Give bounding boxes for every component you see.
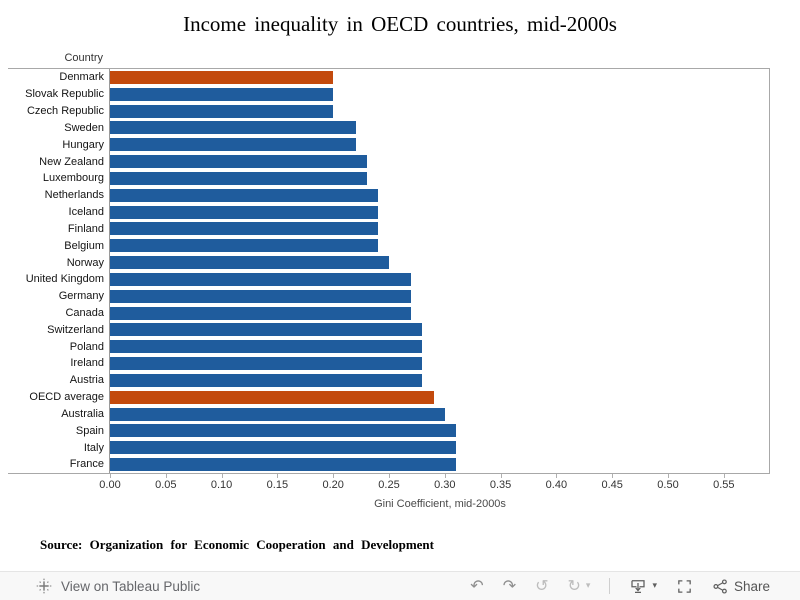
- bar-track: [109, 389, 769, 406]
- bar-track: [109, 237, 769, 254]
- x-tick-label: 0.25: [378, 479, 400, 491]
- x-tick-mark: [166, 474, 167, 478]
- x-tick-mark: [668, 474, 669, 478]
- refresh-icon: ↻: [567, 576, 581, 595]
- undo-icon: ↶: [470, 576, 484, 595]
- bar-ireland[interactable]: [110, 357, 422, 370]
- bar-track: [109, 204, 769, 221]
- chart-row: [8, 271, 769, 288]
- x-tick-label: 0.00: [99, 479, 121, 491]
- chart-row: [8, 422, 769, 439]
- redo-button[interactable]: [503, 578, 516, 594]
- x-tick-label: 0.40: [545, 479, 568, 491]
- bar-track: [109, 321, 769, 338]
- refresh-button[interactable]: [568, 578, 591, 594]
- tableau-toolbar: [0, 571, 800, 600]
- row-label-poland: Poland: [69, 340, 104, 353]
- tableau-logo-icon: [36, 578, 52, 594]
- bar-track: [109, 220, 769, 237]
- replay-button[interactable]: [535, 578, 548, 594]
- x-tick-label: 0.30: [434, 479, 456, 491]
- row-label-germany: Germany: [58, 290, 104, 303]
- x-tick-mark: [389, 474, 390, 478]
- x-tick-mark: [445, 474, 446, 478]
- bar-track: [109, 69, 769, 86]
- replay-icon: ↺: [535, 576, 549, 595]
- bar-switzerland[interactable]: [110, 323, 422, 336]
- chart-row: [8, 204, 769, 221]
- bar-iceland[interactable]: [110, 206, 378, 219]
- chart-row: [8, 69, 769, 86]
- toolbar-separator: [609, 578, 610, 594]
- bar-italy[interactable]: [110, 441, 456, 454]
- bar-belgium[interactable]: [110, 239, 378, 252]
- x-tick-mark: [110, 474, 111, 478]
- chart-row: [8, 136, 769, 153]
- download-button[interactable]: [629, 577, 657, 595]
- chart-row: [8, 439, 769, 456]
- bar-track: [109, 153, 769, 170]
- x-tick-mark: [277, 474, 278, 478]
- refresh-caret-icon: ▾: [585, 580, 591, 591]
- row-label-belgium: Belgium: [64, 239, 104, 252]
- bar-track: [109, 422, 769, 439]
- row-label-ireland: Ireland: [70, 357, 104, 370]
- bar-track: [109, 170, 769, 187]
- bar-spain[interactable]: [110, 424, 456, 437]
- x-tick-label: 0.05: [155, 479, 177, 491]
- bar-oecd-average[interactable]: [110, 391, 434, 404]
- bar-norway[interactable]: [110, 256, 389, 269]
- bar-track: [109, 187, 769, 204]
- bar-finland[interactable]: [110, 222, 378, 235]
- chart-row: [8, 355, 769, 372]
- x-tick-mark: [501, 474, 502, 478]
- x-tick-label: 0.20: [322, 479, 344, 491]
- bar-track: [109, 288, 769, 305]
- bar-hungary[interactable]: [110, 138, 356, 151]
- bar-sweden[interactable]: [110, 121, 356, 134]
- share-label: Share: [733, 578, 770, 594]
- chart-row: [8, 237, 769, 254]
- row-label-czech-republic: Czech Republic: [26, 105, 104, 118]
- chart-row: [8, 389, 769, 406]
- row-label-new-zealand: New Zealand: [39, 155, 104, 168]
- chart-row: [8, 254, 769, 271]
- undo-button[interactable]: [470, 578, 483, 594]
- bar-track: [109, 338, 769, 355]
- bar-track: [109, 305, 769, 322]
- row-label-slovak-republic: Slovak Republic: [25, 88, 104, 101]
- chart-row: [8, 406, 769, 423]
- bar-netherlands[interactable]: [110, 189, 378, 202]
- redo-icon: ↷: [502, 576, 517, 595]
- bar-track: [109, 103, 769, 120]
- x-tick-mark: [222, 474, 223, 478]
- x-tick-mark: [724, 474, 725, 478]
- row-label-netherlands: Netherlands: [44, 189, 104, 202]
- chart-row: [8, 305, 769, 322]
- x-tick-label: 0.50: [657, 479, 679, 491]
- chart-title: Income inequality in OECD countries, mid-2000s: [183, 12, 617, 36]
- row-label-luxembourg: Luxembourg: [42, 172, 104, 185]
- bar-track: [109, 136, 769, 153]
- bar-luxembourg[interactable]: [110, 172, 367, 185]
- bar-track: [109, 86, 769, 103]
- bar-new-zealand[interactable]: [110, 155, 367, 168]
- row-label-denmark: Denmark: [59, 71, 104, 84]
- chart-row: [8, 338, 769, 355]
- chart-row: [8, 153, 769, 170]
- bar-track: [109, 439, 769, 456]
- bar-poland[interactable]: [110, 340, 422, 353]
- row-label-iceland: Iceland: [68, 206, 104, 219]
- bar-germany[interactable]: [110, 290, 411, 303]
- chart-row: [8, 456, 769, 473]
- x-tick-label: 0.15: [266, 479, 289, 491]
- row-label-norway: Norway: [66, 256, 104, 269]
- view-on-tableau-label: View on Tableau Public: [61, 578, 201, 594]
- row-label-hungary: Hungary: [62, 138, 104, 151]
- x-axis-title: Gini Coefficient, mid-2000s: [374, 498, 506, 510]
- bar-track: [109, 406, 769, 423]
- chart-row: [8, 170, 769, 187]
- view-on-tableau-link[interactable]: [36, 578, 200, 594]
- bar-austria[interactable]: [110, 374, 422, 387]
- x-axis: [99, 474, 770, 494]
- row-label-sweden: Sweden: [64, 121, 104, 134]
- bar-canada[interactable]: [110, 307, 411, 320]
- bar-track: [109, 119, 769, 136]
- row-label-austria: Austria: [69, 374, 104, 387]
- bar-track: [109, 355, 769, 372]
- fullscreen-button[interactable]: [676, 578, 693, 595]
- bar-track: [109, 456, 769, 473]
- row-label-australia: Australia: [61, 407, 104, 420]
- x-tick-mark: [333, 474, 334, 478]
- row-label-switzerland: Switzerland: [47, 323, 104, 336]
- bar-denmark[interactable]: [110, 71, 333, 84]
- chart-row: [8, 119, 769, 136]
- row-label-italy: Italy: [83, 441, 104, 454]
- share-icon: [712, 578, 729, 595]
- bar-track: [109, 254, 769, 271]
- row-label-united-kingdom: United Kingdom: [25, 273, 104, 286]
- share-button[interactable]: [712, 578, 770, 595]
- chart-row: [8, 220, 769, 237]
- row-label-canada: Canada: [65, 307, 104, 319]
- x-tick-mark: [556, 474, 557, 478]
- row-label-oecd-average: OECD average: [29, 391, 104, 404]
- bar-france[interactable]: [110, 458, 456, 471]
- row-label-finland: Finland: [67, 222, 104, 235]
- bar-chart: [8, 68, 770, 474]
- chart-row: [8, 103, 769, 120]
- chart-row: [8, 187, 769, 204]
- chart-row: [8, 86, 769, 103]
- x-tick-label: 0.55: [713, 479, 735, 491]
- bar-track: [109, 271, 769, 288]
- chart-row: [8, 372, 769, 389]
- download-icon: [629, 577, 647, 595]
- chart-rows: [8, 69, 769, 473]
- x-tick-mark: [612, 474, 613, 478]
- bar-czech-republic[interactable]: [110, 105, 333, 118]
- bar-australia[interactable]: [110, 408, 445, 421]
- row-label-spain: Spain: [75, 424, 104, 437]
- x-tick-label: 0.10: [210, 479, 233, 491]
- bar-track: [109, 372, 769, 389]
- x-tick-label: 0.45: [601, 479, 623, 491]
- download-caret-icon: ▾: [652, 580, 657, 591]
- fullscreen-icon: [676, 578, 693, 595]
- chart-row: [8, 321, 769, 338]
- row-label-france: France: [69, 458, 104, 471]
- column-header: Country: [64, 52, 103, 64]
- source-note: Source: Organization for Economic Cooperation and Development: [40, 537, 434, 552]
- chart-row: [8, 288, 769, 305]
- x-tick-label: 0.35: [489, 479, 512, 491]
- bar-slovak-republic[interactable]: [110, 88, 333, 101]
- bar-united-kingdom[interactable]: [110, 273, 411, 286]
